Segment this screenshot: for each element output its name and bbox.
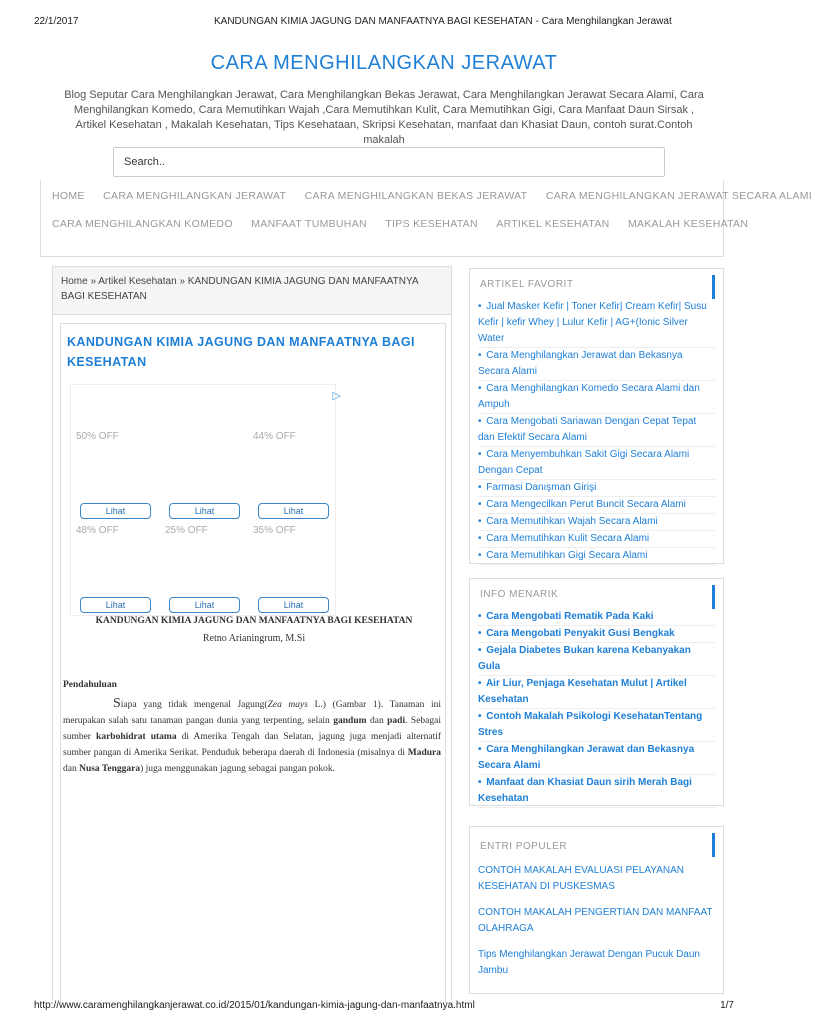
entri-populer-list bbox=[470, 863, 723, 989]
widget-header bbox=[470, 269, 723, 299]
section-heading: Pendahuluan bbox=[63, 680, 117, 690]
keyword-link[interactable]: Madura bbox=[407, 748, 441, 758]
list-item-label: Cara Mengobati Sariawan Dengan Cepat Tepat dan Efektif Secara Alami bbox=[478, 416, 697, 443]
body-text: iapa yang tidak mengenal Jagung( bbox=[120, 700, 268, 710]
ad-discount: 48% OFF bbox=[76, 525, 119, 536]
list-item-label: Gejala Diabetes Bukan karena Kebanyakan Gula bbox=[478, 645, 691, 672]
list-item[interactable]: • Cara Memutihkan Kulit Secara Alami bbox=[478, 531, 715, 548]
ad-block[interactable] bbox=[70, 384, 341, 616]
nav-jerawat-alami[interactable]: CARA MENGHILANGKAN JERAWAT SECARA ALAMI bbox=[545, 190, 812, 202]
breadcrumb-category[interactable]: Artikel Kesehatan bbox=[98, 276, 177, 287]
list-item-label: Manfaat dan Khasiat Daun sirih Merah Bagi Kesehatan bbox=[478, 777, 692, 804]
list-item-label: Air Liur, Penjaga Kesehatan Mulut | Artikel Kesehatan bbox=[478, 678, 687, 705]
list-item[interactable]: • Cara Menghilangkan Jerawat dan Bekasnya Secara Alami bbox=[478, 742, 715, 775]
paper-title: KANDUNGAN KIMIA JAGUNG DAN MANFAATNYA BAGI KESEHATAN bbox=[95, 616, 413, 626]
widget-title: ARTIKEL FAVORIT bbox=[480, 279, 574, 290]
adchoices-icon[interactable]: ▷ bbox=[332, 390, 341, 402]
ad-discount: 35% OFF bbox=[253, 525, 296, 536]
list-item[interactable]: • Cara Memutihkan Wajah Secara Alami bbox=[478, 514, 715, 531]
ad-view-button[interactable]: Lihat bbox=[80, 503, 151, 519]
body-text: . Sebagai sumber bbox=[63, 716, 442, 742]
list-item-label: Cara Menghilangkan Komedo Secara Alami dan Ampuh bbox=[478, 383, 700, 410]
list-item-label: Cara Mengecilkan Perut Buncit Secara Alami bbox=[486, 499, 686, 510]
list-item[interactable]: • Cara Menyembuhkan Sakit Gigi Secara Alami Dengan Cepat bbox=[478, 447, 715, 480]
paper-body bbox=[63, 696, 441, 777]
body-text: ) juga menggunakan jagung sebagai pangan pokok. bbox=[140, 764, 336, 774]
site-description: Blog Seputar Cara Menghilangkan Jerawat, Cara Menghilangkan Bekas Jerawat, Cara Menghilangkan Jerawat Secara Alami, Cara Menghilangkan Komedo, Cara Memutihkan Wajah ,Cara Memutihkan Kulit, Cara Memutihkan Gigi, Cara Manfaat Daun Sirsak , Artikel Kesehatan , Makalah Kesehatan, Tips Kesehataan, Skripsi Kesehatan, manfaat dan Khasiat Daun, contoh surat.Contoh makalah bbox=[64, 89, 704, 146]
list-item[interactable]: CONTOH MAKALAH EVALUASI PELAYANAN KESEHATAN DI PUSKESMAS bbox=[478, 865, 684, 892]
print-url: http://www.caramenghilangkanjerawat.co.id/2015/01/kandungan-kimia-jagung-dan-manfaatnya.html bbox=[34, 1000, 475, 1011]
list-item-label: Farmasi Danışman Girişi bbox=[486, 482, 597, 493]
nav-row-2 bbox=[41, 210, 751, 238]
list-item[interactable]: • Gejala Diabetes Bukan karena Kebanyakan Gula bbox=[478, 643, 715, 676]
info-menarik-list bbox=[470, 609, 723, 808]
list-item[interactable]: • Cara Mengecilkan Perut Buncit Secara Alami bbox=[478, 497, 715, 514]
ad-discount: 25% OFF bbox=[165, 525, 208, 536]
list-item-label: Cara Menghilangkan Jerawat dan Bekasnya Secara Alami bbox=[478, 744, 695, 771]
list-item[interactable]: • Cara Menghilangkan Komedo Secara Alami dan Ampuh bbox=[478, 381, 715, 414]
list-item-label: Cara Memutihkan Wajah Secara Alami bbox=[486, 516, 658, 527]
nav-manfaat-tumbuhan[interactable]: MANFAAT TUMBUHAN bbox=[251, 218, 367, 230]
widget-accent-bar bbox=[712, 585, 715, 609]
main-nav bbox=[40, 180, 812, 256]
nav-artikel-kesehatan[interactable]: ARTIKEL KESEHATAN bbox=[496, 218, 610, 230]
breadcrumb-current: KANDUNGAN KIMIA JAGUNG DAN MANFAATNYA BAGI KESEHATAN bbox=[61, 276, 419, 302]
keyword-link[interactable]: gandum bbox=[333, 716, 367, 726]
breadcrumb bbox=[53, 267, 451, 315]
main-content bbox=[52, 266, 452, 1000]
list-item-label: Jual Masker Kefir | Toner Kefir| Cream Kefir| Susu Kefir | kefir Whey | Lulur Kefir | AG+(Ionic Silver Water bbox=[478, 301, 707, 344]
body-text: dan bbox=[366, 716, 388, 726]
list-item[interactable]: • Cara Mengobati Rematik Pada Kaki bbox=[478, 609, 715, 626]
widget-artikel-favorit bbox=[469, 268, 724, 564]
keyword-link[interactable]: karbohidrat utama bbox=[96, 732, 177, 742]
list-item-label: Cara Menyembuhkan Sakit Gigi Secara Alami Dengan Cepat bbox=[478, 449, 690, 476]
list-item[interactable]: Tips Menghilangkan Jerawat Dengan Pucuk Daun Jambu bbox=[478, 949, 700, 976]
ad-view-button[interactable]: Lihat bbox=[169, 597, 240, 613]
ad-view-button[interactable]: Lihat bbox=[169, 503, 240, 519]
list-item-label: Cara Mengobati Penyakit Gusi Bengkak bbox=[486, 628, 675, 639]
list-item[interactable]: • Manfaat dan Khasiat Daun sirih Merah Bagi Kesehatan bbox=[478, 775, 715, 808]
widget-accent-bar bbox=[712, 833, 715, 857]
list-item-label: Contoh Makalah Psikologi KesehatanTentang Stres bbox=[478, 711, 703, 738]
nav-makalah-kesehatan[interactable]: MAKALAH KESEHATAN bbox=[628, 218, 749, 230]
breadcrumb-separator: » bbox=[90, 276, 97, 287]
site-title[interactable]: CARA MENGHILANGKAN JERAWAT bbox=[210, 52, 558, 74]
widget-info-menarik bbox=[469, 578, 724, 806]
print-footer bbox=[34, 1000, 734, 1014]
keyword-link[interactable]: padi bbox=[387, 716, 406, 726]
breadcrumb-home[interactable]: Home bbox=[61, 276, 88, 287]
list-item[interactable]: • Cara Memutihkan Gigi Secara Alami bbox=[478, 548, 715, 565]
nav-row-1 bbox=[41, 182, 815, 210]
nav-cara-menghilangkan-jerawat[interactable]: CARA MENGHILANGKAN JERAWAT bbox=[103, 190, 287, 202]
print-date: 22/1/2017 bbox=[34, 16, 79, 27]
ad-discount: 50% OFF bbox=[76, 431, 119, 442]
ad-view-button[interactable]: Lihat bbox=[80, 597, 151, 613]
list-item[interactable]: • Cara Menghilangkan Jerawat dan Bekasnya Secara Alami bbox=[478, 348, 715, 381]
list-item[interactable]: CONTOH MAKALAH PENGERTIAN DAN MANFAAT OLAHRAGA bbox=[478, 907, 713, 934]
nav-bekas-jerawat[interactable]: CARA MENGHILANGKAN BEKAS JERAWAT bbox=[304, 190, 528, 202]
body-text: L.) (Gambar 1). Tanaman ini merupakan salah satu tanaman pangan dunia yang terpenting, selain bbox=[63, 700, 441, 726]
drop-letter: S bbox=[113, 696, 121, 711]
nav-tips-kesehatan[interactable]: TIPS KESEHATAN bbox=[385, 218, 478, 230]
nav-divider bbox=[40, 256, 724, 257]
widget-header bbox=[470, 827, 723, 863]
widget-accent-bar bbox=[712, 275, 715, 299]
paper-author: Retno Arianingrum, M.Si bbox=[202, 633, 306, 644]
list-item[interactable]: • Jual Masker Kefir | Toner Kefir| Cream Kefir| Susu Kefir | kefir Whey | Lulur Kefir | AG+(Ionic Silver Water bbox=[478, 299, 715, 348]
search-input[interactable] bbox=[114, 148, 664, 176]
widget-title: ENTRI POPULER bbox=[480, 841, 568, 852]
post-article bbox=[60, 323, 446, 1003]
ad-discount: 44% OFF bbox=[253, 431, 296, 442]
breadcrumb-separator: » bbox=[179, 276, 185, 287]
ad-view-button[interactable]: Lihat bbox=[258, 597, 329, 613]
artikel-favorit-list bbox=[470, 299, 723, 565]
list-item[interactable]: • Cara Mengobati Penyakit Gusi Bengkak bbox=[478, 626, 715, 643]
list-item[interactable]: • Contoh Makalah Psikologi KesehatanTentang Stres bbox=[478, 709, 715, 742]
list-item[interactable]: • Farmasi Danışman Girişi bbox=[478, 480, 715, 497]
print-header bbox=[34, 16, 734, 30]
widget-header bbox=[470, 579, 723, 609]
body-text: di Amerika Tengah dan Selatan, jagung juga menjadi alternatif sumber pangan di Amerika Serikat. Penduduk beberapa daerah di Indonesia (misalnya di bbox=[63, 732, 442, 758]
widget-entri-populer bbox=[469, 826, 724, 994]
print-page-count: 1/7 bbox=[720, 1000, 734, 1011]
list-item-label: Cara Memutihkan Gigi Secara Alami bbox=[486, 550, 648, 561]
list-item-label: Cara Menghilangkan Jerawat dan Bekasnya Secara Alami bbox=[478, 350, 683, 377]
nav-home[interactable]: HOME bbox=[52, 190, 85, 202]
widget-title: INFO MENARIK bbox=[480, 589, 559, 600]
list-item[interactable]: • Air Liur, Penjaga Kesehatan Mulut | Artikel Kesehatan bbox=[478, 676, 715, 709]
ad-view-button[interactable]: Lihat bbox=[258, 503, 329, 519]
search-box[interactable] bbox=[113, 147, 665, 177]
post-title[interactable]: KANDUNGAN KIMIA JAGUNG DAN MANFAATNYA BAGI KESEHATAN bbox=[67, 335, 415, 369]
species-name: Zea mays bbox=[267, 700, 308, 710]
nav-komedo[interactable]: CARA MENGHILANGKAN KOMEDO bbox=[52, 218, 233, 230]
list-item[interactable]: • Cara Mengobati Sariawan Dengan Cepat Tepat dan Efektif Secara Alami bbox=[478, 414, 715, 447]
body-text: dan bbox=[63, 764, 80, 774]
list-item-label: Cara Mengobati Rematik Pada Kaki bbox=[486, 611, 654, 622]
keyword-link[interactable]: Nusa Tenggara bbox=[79, 764, 141, 774]
print-doc-title: KANDUNGAN KIMIA JAGUNG DAN MANFAATNYA BAGI KESEHATAN - Cara Menghilangkan Jerawat bbox=[214, 16, 672, 27]
list-item-label: Cara Memutihkan Kulit Secara Alami bbox=[486, 533, 650, 544]
